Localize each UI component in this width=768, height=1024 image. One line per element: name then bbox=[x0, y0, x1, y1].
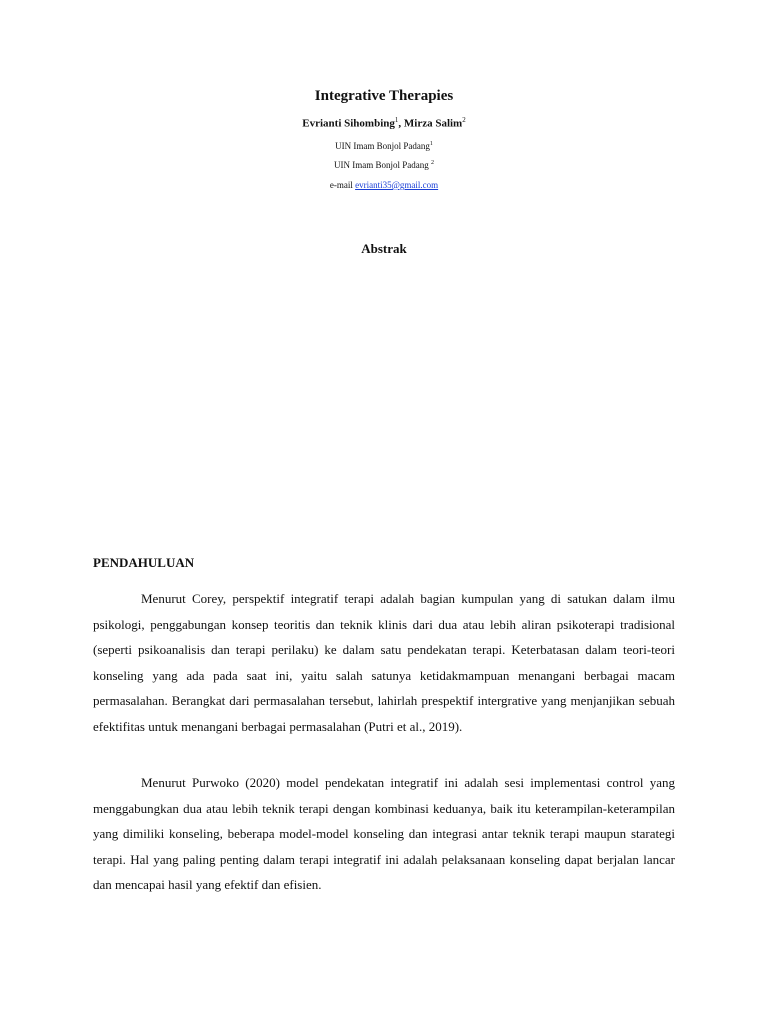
author-affiliation-marker: 2 bbox=[462, 116, 466, 124]
abstract-heading: Abstrak bbox=[361, 241, 407, 256]
author-name: Mirza Salim bbox=[403, 117, 463, 130]
section-heading: PENDAHULUAN bbox=[93, 555, 195, 570]
author-separator: , bbox=[398, 117, 404, 130]
author-affiliation-marker: 1 bbox=[394, 116, 399, 124]
affiliation-marker: 1 bbox=[429, 141, 433, 147]
affiliation-marker: 2 bbox=[431, 160, 434, 166]
body-paragraph: Menurut Corey, perspektif integratif terapi adalah bagian kumpulan yang di satukan dalam ilmu psikologi, penggabungan konsep teoritis dan teknik klinis dari dua atau lebih aliran psikoterapi tradisional (seperti psikoanalisis dan terapi perilaku) ke dalam satu pendekatan terapi. Keterbatasan dalam teori-teori konseling yang ada pada saat ini, yaitu salah satunya ketidakmampuan menangani berbagai macam permasalahan. Berangkat dari permasalahan tersebut, lahirlah prespektif intergrative yang menjanjikan sebuah efektifitas untuk menangani berbagai permasalahan (Putri et al., 2019). bbox=[93, 591, 675, 734]
affiliation-line bbox=[0, 138, 768, 152]
email-line bbox=[0, 179, 768, 191]
affiliation-text: UIN Imam Bonjol Padang bbox=[335, 141, 430, 151]
affiliation-text: UIN Imam Bonjol Padang bbox=[334, 160, 431, 170]
affiliation-line bbox=[0, 157, 768, 171]
email-label: e-mail bbox=[329, 180, 356, 190]
body-paragraph: Menurut Purwoko (2020) model pendekatan integratif ini adalah sesi implementasi control yang menggabungkan dua atau lebih teknik terapi dengan kombinasi keduanya, baik itu keterampilan-keterampilan yang dimiliki konseling, beberapa model-model konseling dan integrasi antar teknik terapi maupun starategi terapi. Hal yang paling penting dalam terapi integratif ini adalah pelaksanaan konseling dapat berjalan lancar dan mencapai hasil yang efektif dan efisien. bbox=[93, 775, 675, 892]
author-name: Evrianti Sihombing bbox=[302, 117, 395, 130]
author-line bbox=[0, 113, 768, 131]
paper-title: Integrative Therapies bbox=[314, 88, 454, 104]
email-link[interactable]: evrianti35@gmail.com bbox=[355, 180, 439, 190]
